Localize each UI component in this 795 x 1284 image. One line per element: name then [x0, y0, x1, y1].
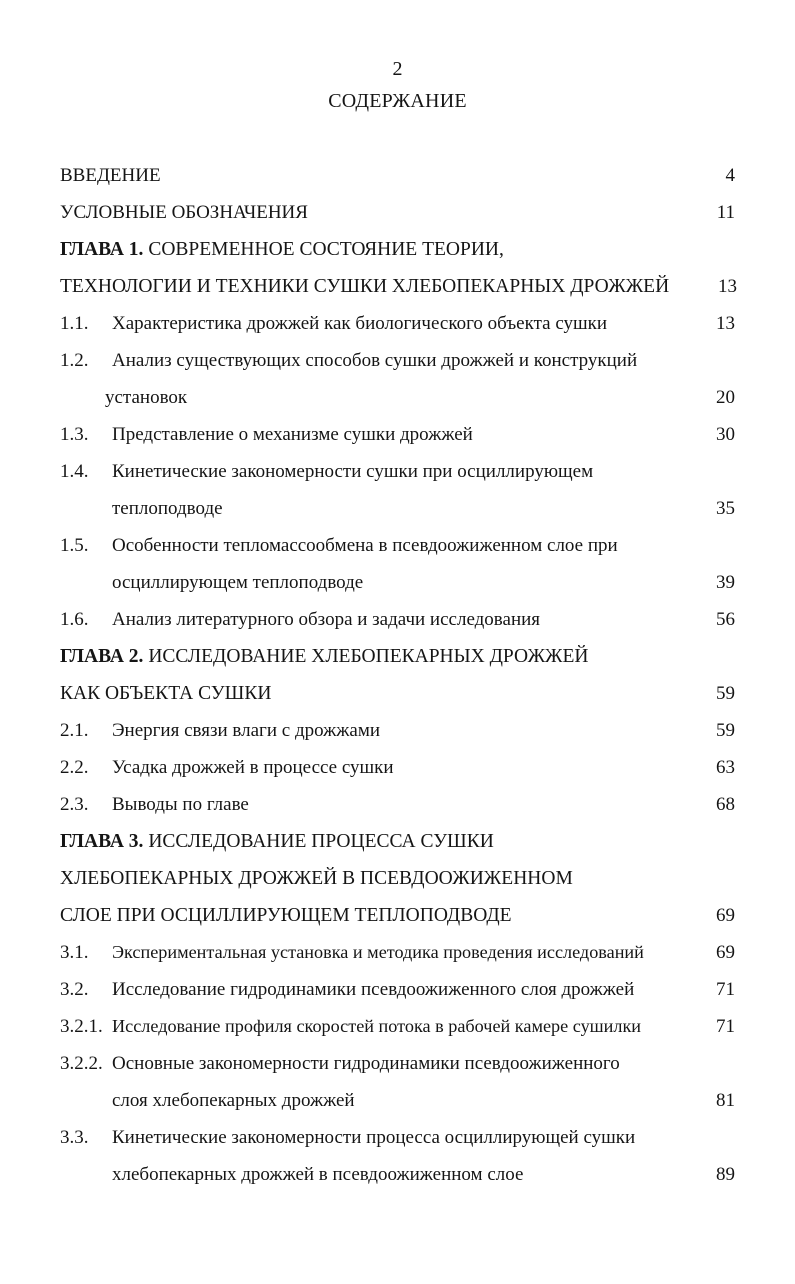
section-title: Представление о механизме сушки дрожжей	[112, 424, 473, 445]
chapter-title-line: ХЛЕБОПЕКАРНЫХ ДРОЖЖЕЙ В ПСЕВДООЖИЖЕННОМ	[60, 868, 573, 889]
section-number: 1.6.	[60, 609, 89, 630]
section-title: Исследование гидродинамики псевдоожиженного слоя дрожжей	[112, 979, 635, 1000]
toc-entry-page: 13	[718, 276, 737, 297]
section-number: 1.3.	[60, 424, 89, 445]
section-number: 3.1.	[60, 942, 89, 963]
toc-chapter-1	[0, 231, 795, 268]
section-title: Основные закономерности гидродинамики псевдоожиженного	[112, 1053, 620, 1074]
section-number: 2.1.	[60, 720, 89, 741]
section-title: слоя хлебопекарных дрожжей	[112, 1090, 355, 1111]
section-title: Энергия связи влаги с дрожжами	[112, 720, 381, 741]
chapter-label: ГЛАВА 1.	[60, 239, 144, 260]
toc-entry-page: 71	[716, 979, 735, 1000]
toc-entry-page: 11	[716, 202, 735, 223]
section-number: 3.2.2.	[60, 1053, 103, 1074]
toc-entry-page: 30	[716, 424, 735, 445]
toc-section-1-3	[0, 416, 795, 453]
toc-section-1-2	[0, 342, 795, 379]
toc-section-3-2-1	[0, 1008, 795, 1045]
toc-chapter-1-cont	[0, 268, 795, 305]
section-number: 1.5.	[60, 535, 89, 556]
toc-entry-page: 63	[716, 757, 735, 778]
section-title: Анализ существующих способов сушки дрожжей и конструкций	[112, 350, 638, 371]
section-number: 1.4.	[60, 461, 89, 482]
toc-entry-page: 89	[716, 1164, 735, 1185]
section-number: 3.2.1.	[60, 1016, 103, 1037]
toc-chapter-3-cont	[0, 860, 795, 897]
section-title: Исследование профиля скоростей потока в рабочей камере сушилки	[112, 1016, 642, 1036]
toc-section-1-4	[0, 453, 795, 490]
toc-entry-notation	[0, 194, 795, 231]
section-number: 2.2.	[60, 757, 89, 778]
toc-section-1-2-cont	[0, 379, 795, 416]
section-title: осциллирующем теплоподводе	[112, 572, 364, 593]
toc-chapter-3	[0, 823, 795, 860]
section-number: 3.2.	[60, 979, 89, 1000]
toc-section-2-1	[0, 712, 795, 749]
page-title: СОДЕРЖАНИЕ	[328, 90, 467, 112]
toc-section-1-6	[0, 601, 795, 638]
toc-entry-page: 59	[716, 720, 735, 741]
toc-entry-text: ВВЕДЕНИЕ	[60, 165, 161, 186]
toc-section-1-1	[0, 305, 795, 342]
chapter-label: ГЛАВА 2.	[60, 646, 144, 667]
toc-entry-page: 20	[716, 387, 735, 408]
chapter-title-line: ТЕХНОЛОГИИ И ТЕХНИКИ СУШКИ ХЛЕБОПЕКАРНЫХ ДРОЖЖЕЙ	[60, 276, 670, 297]
toc-entry-page: 69	[716, 905, 735, 926]
section-number: 1.1.	[60, 313, 89, 334]
toc-section-3-3	[0, 1119, 795, 1156]
section-title: Характеристика дрожжей как биологического объекта сушки	[112, 313, 608, 334]
toc-entry-page: 71	[716, 1016, 735, 1037]
toc-section-3-3-cont	[0, 1156, 795, 1193]
section-title: Выводы по главе	[112, 794, 249, 815]
toc-chapter-3-cont2	[0, 897, 795, 934]
section-title: установок	[105, 387, 188, 408]
section-number: 3.3.	[60, 1127, 89, 1148]
page-number: 2	[392, 58, 403, 80]
toc-section-1-4-cont	[0, 490, 795, 527]
section-number: 1.2.	[60, 350, 89, 371]
toc-section-1-5	[0, 527, 795, 564]
section-title: хлебопекарных дрожжей в псевдоожиженном слое	[112, 1164, 524, 1185]
toc-entry-page: 13	[716, 313, 735, 334]
chapter-title-line: ИССЛЕДОВАНИЕ ПРОЦЕССА СУШКИ	[143, 831, 494, 852]
toc-chapter-2-cont	[0, 675, 795, 712]
toc-section-2-2	[0, 749, 795, 786]
chapter-title-line: СЛОЕ ПРИ ОСЦИЛЛИРУЮЩЕМ ТЕПЛОПОДВОДЕ	[60, 905, 512, 926]
toc-entry-page: 81	[716, 1090, 735, 1111]
toc-entry-page: 56	[716, 609, 735, 630]
toc-entry-page: 39	[716, 572, 735, 593]
chapter-label: ГЛАВА 3.	[60, 831, 144, 852]
toc-entry-text: УСЛОВНЫЕ ОБОЗНАЧЕНИЯ	[60, 202, 308, 223]
toc-entry-page: 4	[725, 165, 735, 186]
section-title: Особенности тепломассообмена в псевдоожиженном слое при	[112, 535, 618, 556]
chapter-title-line: ИССЛЕДОВАНИЕ ХЛЕБОПЕКАРНЫХ ДРОЖЖЕЙ	[143, 646, 589, 667]
toc-section-3-2-2	[0, 1045, 795, 1082]
toc-entry-page: 69	[716, 942, 735, 963]
toc-entry-page: 59	[716, 683, 735, 704]
toc-section-3-1	[0, 934, 795, 971]
chapter-title-line: СОВРЕМЕННОЕ СОСТОЯНИЕ ТЕОРИИ,	[143, 239, 504, 260]
section-title: Экспериментальная установка и методика проведения исследований	[112, 942, 644, 962]
section-title: Анализ литературного обзора и задачи исследования	[112, 609, 541, 630]
toc-entry-intro	[0, 157, 795, 194]
section-number: 2.3.	[60, 794, 89, 815]
section-title: Кинетические закономерности сушки при осциллирующем	[112, 461, 594, 482]
section-title: теплоподводе	[112, 498, 223, 519]
section-title: Усадка дрожжей в процессе сушки	[112, 757, 394, 778]
table-of-contents	[0, 157, 795, 1193]
chapter-title-line: КАК ОБЪЕКТА СУШКИ	[60, 683, 272, 704]
toc-entry-page: 68	[716, 794, 735, 815]
toc-section-1-5-cont	[0, 564, 795, 601]
toc-section-3-2	[0, 971, 795, 1008]
toc-section-2-3	[0, 786, 795, 823]
toc-section-3-2-2-cont	[0, 1082, 795, 1119]
section-title: Кинетические закономерности процесса осциллирующей сушки	[112, 1127, 636, 1148]
toc-entry-page: 35	[716, 498, 735, 519]
toc-chapter-2	[0, 638, 795, 675]
